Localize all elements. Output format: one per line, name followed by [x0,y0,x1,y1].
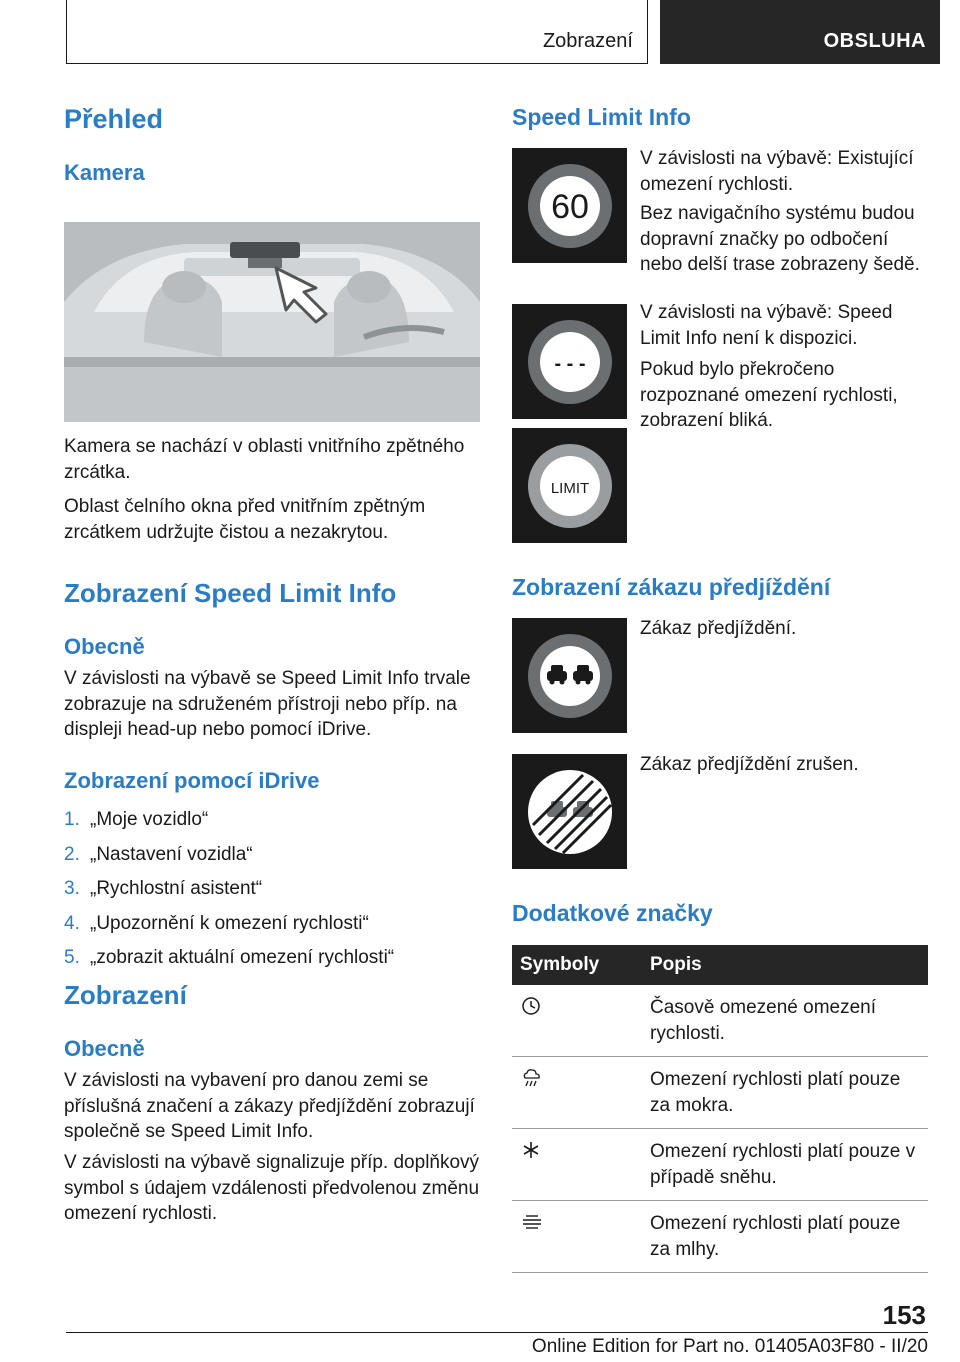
heading-obecne-1: Obecně [64,634,145,659]
heading-prehled: Přehled [64,104,164,134]
sli-paragraph-4: Pokud bylo překročeno rozpoznané omezení rychlosti, zobrazení bliká. [640,359,898,431]
table-row [512,1201,928,1273]
heading-zobrazeni-zakazu-predjizdeni: Zobrazení zákazu předjíždění [512,574,831,600]
obecne-1-paragraph: V závislosti na výbavě se Speed Limit Info trvale zobrazuje na sdruženém přístroji nebo příp. na displeji head-up nebo pomocí iDrive. [64,668,471,740]
end-of-no-overtaking-sign [512,754,627,869]
header-section-tab [66,0,648,64]
column-header-symboly: Symboly [512,945,642,985]
obecne-2-paragraph-1: V závislosti na vybavení pro danou zemi se příslušná značení a zákazy předjíždění zobrazují společně se Speed Limit Info. [64,1070,475,1142]
heading-dodatkove-znacky: Dodatkové značky [512,900,713,926]
header-section-title: Zobrazení [542,30,633,52]
heading-obecne-2: Obecně [64,1036,145,1061]
kamera-paragraph-2: Oblast čelního okna před vnitřním zpětným zrcátkem udržujte čistou a nezakrytou. [64,496,426,543]
table-header-row [512,945,928,985]
speed-limit-dash-value: - - - [553,352,586,375]
speed-limit-exceeded-sign [512,428,627,543]
page-number: 153 [882,1300,926,1330]
camera-location-illustration [64,222,480,422]
table-row [512,1129,928,1201]
no-overtaking-sign [512,618,627,733]
edition-info: Online Edition for Part no. 01405A03F80 - II/20 [531,1336,928,1357]
table-cell-desc: Časově omezené omezení rychlosti. [642,985,928,1057]
table-cell-desc: Omezení rychlosti platí pouze v případě sněhu. [642,1129,928,1201]
footer-divider [66,1332,928,1333]
heading-kamera: Kamera [64,160,145,185]
table-cell-desc: Omezení rychlosti platí pouze za mokra. [642,1057,928,1129]
clock-icon [520,995,542,1017]
sli-paragraph-2: Bez navigačního systému budou dopravní značky po odbočení nebo delší trase zobrazeny šedě. [640,203,920,275]
table-row [512,1057,928,1129]
additional-signs-table [512,945,928,1273]
speed-limit-limit-value: LIMIT [550,479,589,497]
table-cell-desc: Omezení rychlosti platí pouze za mlhy. [642,1201,928,1273]
sli-paragraph-3: V závislosti na výbavě: Speed Limit Info není k dispozici. [640,302,893,349]
header-chapter-tab [660,0,940,64]
sli-paragraph-1: V závislosti na výbavě: Existující omezení rychlosti. [640,148,914,195]
obecne-2-paragraph-2: V závislosti na výbavě signalizuje příp. doplňkový symbol s údajem vzdálenosti předvolenou změnu omezení rychlosti. [64,1152,480,1224]
heading-speed-limit-info: Speed Limit Info [512,104,691,130]
snowflake-icon [520,1139,542,1161]
heading-zobrazeni-speed-limit-info: Zobrazení Speed Limit Info [64,578,397,608]
kamera-paragraph-1: Kamera se nachází v oblasti vnitřního zpětného zrcátka. [64,436,465,483]
zakaz-paragraph-1: Zákaz předjíždění. [640,618,797,639]
header-chapter-title: OBSLUHA [823,30,926,52]
heading-zobrazeni: Zobrazení [64,980,187,1010]
column-header-popis: Popis [642,945,928,985]
rain-icon [520,1067,542,1089]
speed-limit-60-value: 60 [550,187,589,226]
zakaz-paragraph-2: Zákaz předjíždění zrušen. [640,754,859,775]
table-row [512,985,928,1057]
heading-zobrazeni-pomoci-idrive: Zobrazení pomocí iDrive [64,768,320,793]
speed-limit-60-sign [512,148,627,263]
speed-limit-unavailable-sign [512,304,627,419]
fog-icon [520,1211,544,1233]
